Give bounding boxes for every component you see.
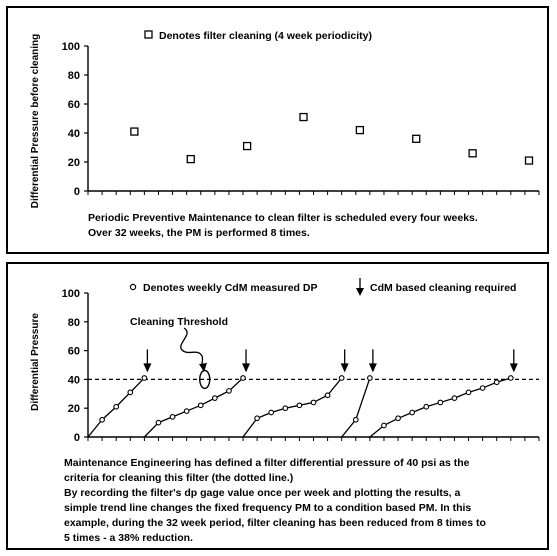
y-tick-label: 0 — [73, 186, 80, 198]
data-point-circle — [100, 417, 105, 422]
data-point-circle — [325, 393, 330, 398]
cleaning-arrow-head — [143, 363, 151, 372]
data-point-square — [356, 127, 363, 134]
data-point-square — [469, 150, 476, 157]
top-caption — [88, 211, 478, 241]
data-point-circle — [142, 376, 147, 381]
data-point-circle — [382, 423, 387, 428]
y-tick-label: 20 — [67, 403, 80, 416]
data-point-circle — [509, 376, 514, 381]
y-tick-label: 40 — [67, 128, 80, 140]
data-point-square — [244, 143, 251, 150]
data-point-square — [131, 128, 138, 135]
caption-line: 5 times - a 38% reduction. — [64, 532, 193, 544]
data-point-circle — [241, 376, 246, 381]
legend-label: Denotes filter cleaning (4 week periodicity) — [159, 30, 372, 42]
y-axis-label: Differential Pressure — [30, 313, 41, 411]
cleaning-arrow-head — [369, 363, 377, 372]
data-point-circle — [452, 396, 457, 401]
y-tick-label: 60 — [67, 345, 80, 358]
data-point-circle — [283, 406, 288, 411]
data-point-circle — [128, 390, 133, 395]
legend-arrow-icon — [356, 288, 364, 296]
data-point-square — [187, 156, 194, 163]
y-tick-label: 100 — [61, 41, 80, 53]
y-tick-label: 80 — [67, 316, 80, 329]
trend-line — [342, 378, 370, 437]
data-point-square — [413, 135, 420, 142]
legend-square-marker — [145, 31, 152, 38]
data-point-circle — [198, 403, 203, 408]
data-point-circle — [156, 420, 161, 425]
data-point-circle — [269, 410, 274, 415]
data-point-circle — [480, 386, 485, 391]
data-point-circle — [466, 390, 471, 395]
threshold-annotation: Cleaning Threshold — [130, 316, 229, 328]
data-point-circle — [114, 404, 119, 409]
y-tick-label: 80 — [67, 70, 80, 82]
y-axis-label: Differential Pressure before cleaning — [30, 33, 41, 209]
data-point-circle — [339, 376, 344, 381]
data-point-circle — [396, 416, 401, 421]
data-point-circle — [368, 376, 373, 381]
caption-line: By recording the filter's dp gage value once per week and plotting the results, a — [64, 487, 461, 499]
y-tick-label: 20 — [67, 157, 80, 169]
caption-line: Maintenance Engineering has defined a filter differential pressure of 40 psi as the — [64, 457, 470, 469]
data-point-circle — [255, 416, 260, 421]
periodic-pm-panel — [6, 6, 549, 254]
data-point-circle — [438, 400, 443, 405]
y-tick-label: 40 — [67, 374, 80, 387]
cleaning-arrow-head — [341, 363, 349, 372]
data-point-circle — [297, 403, 302, 408]
y-tick-label: 100 — [61, 288, 80, 300]
cleaning-arrow-head — [242, 363, 250, 372]
data-point-circle — [424, 404, 429, 409]
trend-line — [370, 378, 511, 437]
data-point-circle — [227, 389, 232, 394]
data-point-square — [526, 157, 533, 164]
caption-line: Periodic Preventive Maintenance to clean filter is scheduled every four weeks. — [88, 212, 478, 224]
annotation-pointer — [181, 328, 203, 368]
caption-line: simple trend line changes the fixed frequency PM to a condition based PM. In this — [64, 502, 472, 514]
trend-line — [144, 378, 243, 437]
data-point-square — [300, 114, 307, 121]
caption-line: example, during the 32 week period, filter cleaning has been reduced from 8 times to — [64, 517, 486, 529]
bottom-caption — [64, 456, 486, 546]
legend-circle-marker — [130, 284, 135, 289]
caption-line: Over 32 weeks, the PM is performed 8 times. — [88, 227, 310, 239]
cleaning-arrow-head — [510, 363, 518, 372]
data-point-circle — [311, 400, 316, 405]
y-tick-label: 0 — [73, 432, 80, 444]
data-point-circle — [170, 415, 175, 420]
trend-line — [243, 378, 342, 437]
data-point-circle — [410, 410, 415, 415]
data-point-circle — [184, 409, 189, 414]
legend-label: Denotes weekly CdM measured DP — [143, 282, 318, 294]
data-point-circle — [494, 380, 499, 385]
data-point-circle — [213, 396, 218, 401]
caption-line: criteria for cleaning this filter (the dotted line.) — [64, 472, 294, 484]
y-tick-label: 60 — [67, 99, 80, 111]
condition-based-panel — [6, 262, 549, 550]
data-point-circle — [353, 417, 358, 422]
legend-arrow-label: CdM based cleaning required — [370, 282, 517, 294]
